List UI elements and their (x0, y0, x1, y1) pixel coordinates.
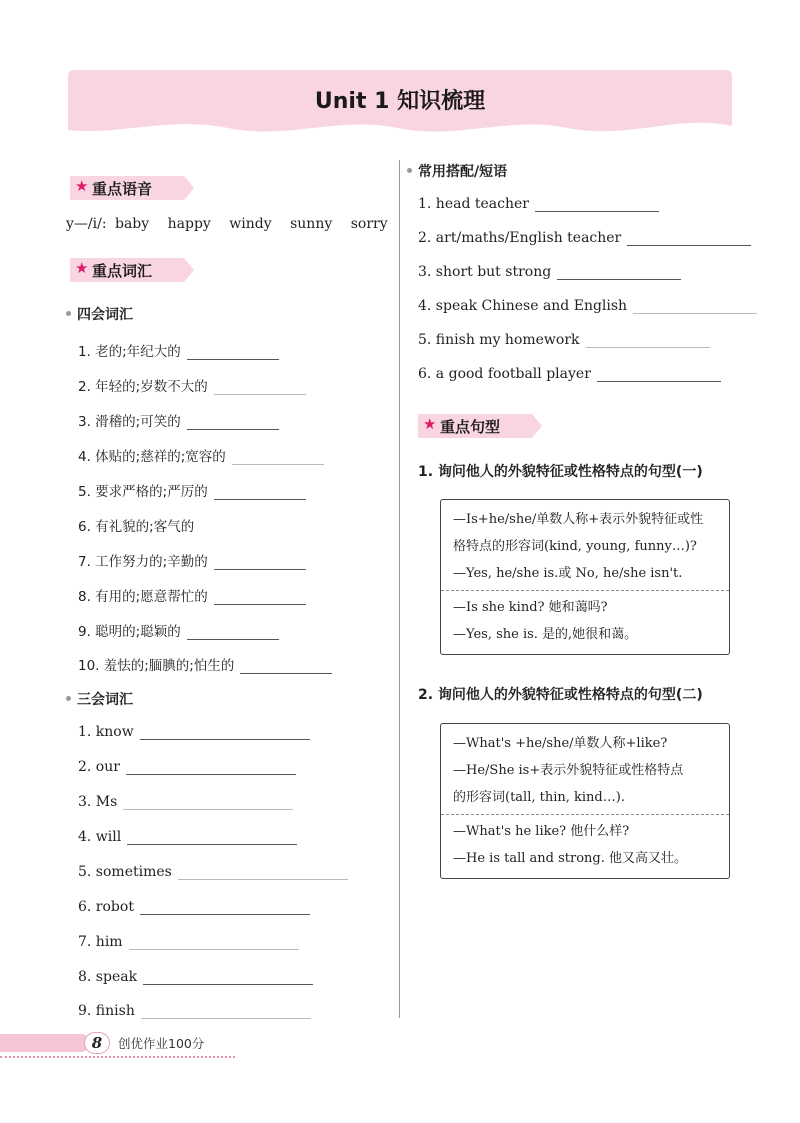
vocab-item: 4. will (78, 829, 297, 845)
answer-blank[interactable] (627, 232, 751, 246)
pronunciation-line (66, 216, 402, 232)
star-icon: ★ (423, 415, 437, 433)
word-sunny: sunny (290, 216, 333, 232)
section-tag-sentences: ★ 重点句型 (414, 412, 544, 440)
answer-blank[interactable] (535, 198, 659, 212)
answer-blank[interactable] (633, 300, 757, 314)
answer-blank[interactable] (557, 266, 681, 280)
dashed-separator (441, 590, 729, 591)
phrase-item: 3. short but strong (418, 264, 681, 280)
footer-pink-bar (0, 1034, 90, 1052)
vocab-item: 2. our (78, 759, 296, 775)
vocab-item: 7. 工作努力的;辛勤的 (78, 550, 306, 570)
vocab-item: 3. Ms (78, 794, 293, 810)
answer-blank[interactable] (127, 831, 297, 845)
vocab-item: 6. robot (78, 899, 310, 915)
phrase-item: 2. art/maths/English teacher (418, 230, 751, 246)
answer-blank[interactable] (214, 556, 306, 570)
sentence-pattern-box-2: —What's +he/she/单数人称+like? —He/She is+表示外貌特征或性格特点 的形容词(tall, thin, kind…). —What's he like? 他什么样? —He is tall and strong. 他又高又壮。 (440, 723, 730, 879)
vocab-item: 4. 体贴的;慈祥的;宽容的 (78, 445, 324, 465)
bullet-dot-icon (66, 311, 71, 316)
sentence-pattern-heading-1: 1. 询问他人的外貌特征或性格特点的句型(一) (418, 464, 703, 480)
answer-blank[interactable] (214, 486, 306, 500)
answer-blank[interactable] (126, 761, 296, 775)
answer-blank[interactable] (232, 451, 324, 465)
dashed-separator (441, 814, 729, 815)
subheading-four-skills: 四会词汇 (66, 304, 133, 324)
subheading-phrases: 常用搭配/短语 (407, 161, 507, 181)
answer-blank[interactable] (597, 368, 721, 382)
vocab-item: 1. know (78, 724, 310, 740)
answer-blank[interactable] (140, 726, 310, 740)
section-tag-vocab: ★ 重点词汇 (66, 256, 196, 284)
title-banner (68, 70, 732, 140)
answer-blank[interactable] (214, 381, 306, 395)
phrase-item: 6. a good football player (418, 366, 721, 382)
bullet-dot-icon (66, 696, 71, 701)
bullet-dot-icon (407, 168, 412, 173)
phrase-item: 1. head teacher (418, 196, 659, 212)
page-title: Unit 1 知识梳理 (314, 89, 486, 114)
answer-blank[interactable] (187, 416, 279, 430)
answer-blank[interactable] (140, 901, 310, 915)
answer-blank[interactable] (586, 334, 710, 348)
word-sorry: sorry (350, 216, 388, 232)
word-happy: happy (167, 216, 211, 232)
vocab-item: 5. 要求严格的;严厉的 (78, 480, 306, 500)
answer-blank[interactable] (141, 1005, 311, 1019)
phrase-item: 5. finish my homework (418, 332, 710, 348)
vocab-item: 5. sometimes (78, 864, 348, 880)
vocab-item: 10. 羞怯的;腼腆的;怕生的 (78, 654, 332, 674)
answer-blank[interactable] (240, 660, 332, 674)
answer-blank[interactable] (187, 626, 279, 640)
answer-blank[interactable] (214, 591, 306, 605)
phrase-item: 4. speak Chinese and English (418, 298, 757, 314)
word-windy: windy (229, 216, 272, 232)
vocab-item: 3. 滑稽的;可笑的 (78, 410, 279, 430)
vocab-item: 9. 聪明的;聪颖的 (78, 620, 279, 640)
word-baby: baby (115, 216, 150, 232)
pronunciation-rule: y—/i/: (66, 216, 107, 232)
vocab-item: 7. him (78, 934, 299, 950)
footer-brand: 创优作业100分 (118, 1036, 205, 1051)
star-icon: ★ (75, 177, 89, 195)
subheading-three-skills: 三会词汇 (66, 689, 133, 709)
star-icon: ★ (75, 259, 89, 277)
answer-blank[interactable] (178, 866, 348, 880)
answer-blank[interactable] (123, 796, 293, 810)
sentence-pattern-box-1: —Is+he/she/单数人称+表示外貌特征或性 格特点的形容词(kind, young, funny…)? —Yes, he/she is.或 No, he/she isn't. —Is she kind? 她和蔼吗? —Yes, she is. 是的,她很和蔼。 (440, 499, 730, 655)
vocab-item: 6. 有礼貌的;客气的 (78, 519, 195, 535)
answer-blank[interactable] (187, 346, 279, 360)
vocab-item: 8. 有用的;愿意帮忙的 (78, 585, 306, 605)
vocab-item: 1. 老的;年纪大的 (78, 340, 279, 360)
page-footer (0, 1030, 800, 1060)
vocab-item: 9. finish (78, 1003, 311, 1019)
vocab-item: 8. speak (78, 969, 313, 985)
page-number: 8 (84, 1032, 110, 1054)
section-tag-pronunciation: ★ 重点语音 (66, 174, 196, 202)
vocab-item: 2. 年轻的;岁数不大的 (78, 375, 306, 395)
answer-blank[interactable] (129, 936, 299, 950)
answer-blank[interactable] (143, 971, 313, 985)
sentence-pattern-heading-2: 2. 询问他人的外貌特征或性格特点的句型(二) (418, 687, 703, 703)
footer-dotted-line (0, 1056, 235, 1058)
column-divider (399, 160, 400, 1018)
